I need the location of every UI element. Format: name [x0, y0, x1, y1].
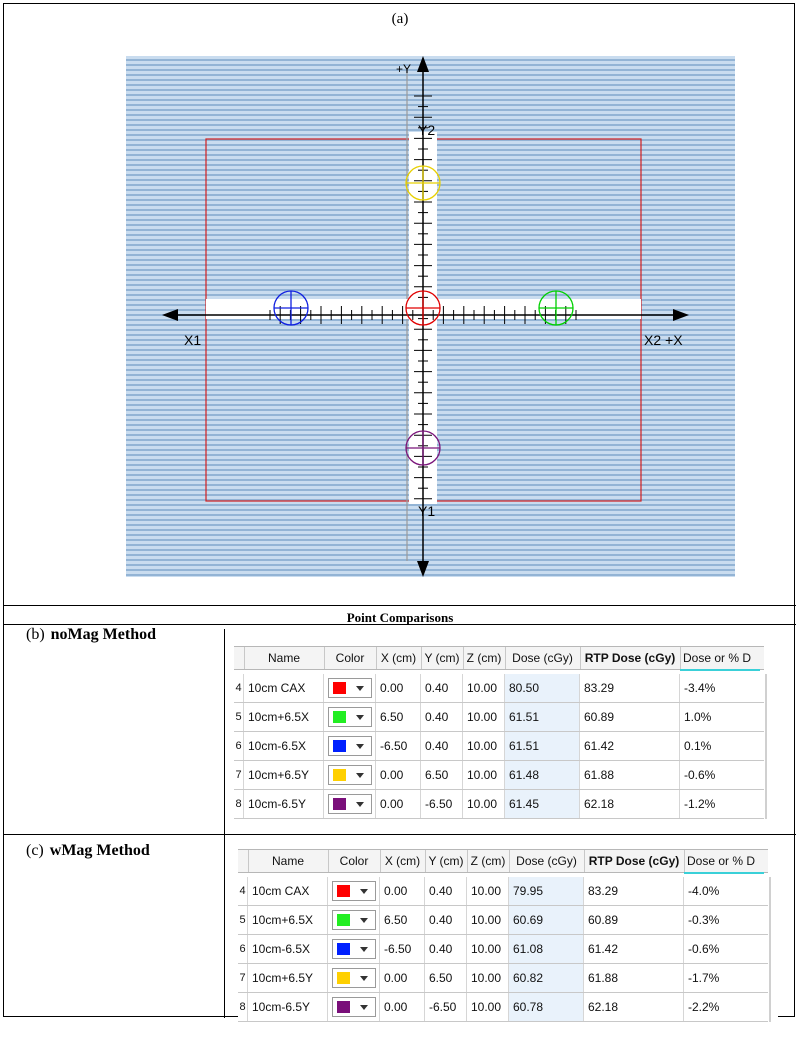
chevron-down-icon[interactable] — [356, 773, 364, 778]
plus-y-label: +Y — [396, 62, 412, 76]
y2-label: Y2 — [418, 122, 436, 138]
rtp-dose-cgy: 61.42 — [580, 732, 680, 760]
color-picker-cell[interactable] — [324, 790, 376, 818]
x2-plus-x-label: X2 +X — [644, 332, 683, 348]
grid-header — [234, 646, 764, 670]
color-picker-cell[interactable] — [324, 674, 376, 702]
dose-diff: -4.0% — [688, 884, 720, 898]
color-swatch — [333, 711, 346, 723]
point-name: 10cm CAX — [244, 674, 324, 702]
column-header[interactable]: X (cm) — [376, 647, 422, 669]
y-cm: -6.50 — [421, 790, 463, 818]
z-cm: 10.00 — [463, 674, 505, 702]
color-dropdown[interactable] — [332, 939, 376, 959]
method-name: wMag Method — [49, 842, 150, 859]
dose-diff: 1.0% — [684, 710, 712, 724]
column-header[interactable]: Name — [244, 647, 325, 669]
x-cm: 6.50 — [376, 703, 421, 731]
arrow-up-icon — [417, 56, 429, 72]
color-picker-cell[interactable] — [328, 964, 380, 992]
chevron-down-icon[interactable] — [360, 947, 368, 952]
x-cm: -6.50 — [380, 935, 425, 963]
color-swatch — [333, 682, 346, 694]
chevron-down-icon[interactable] — [356, 715, 364, 720]
dose-cgy: 61.48 — [505, 761, 580, 789]
color-picker-cell[interactable] — [324, 703, 376, 731]
color-dropdown[interactable] — [328, 707, 372, 727]
dose-diff: -0.6% — [684, 768, 716, 782]
y-cm: 0.40 — [425, 935, 467, 963]
point-comparison-grid-wmag — [238, 849, 778, 1019]
color-picker-cell[interactable] — [328, 906, 380, 934]
row-index: 7 — [238, 964, 248, 992]
column-header[interactable]: Y (cm) — [425, 850, 468, 872]
rtp-dose-cgy: 60.89 — [580, 703, 680, 731]
x-cm: 0.00 — [380, 964, 425, 992]
table-row[interactable] — [238, 877, 768, 906]
grid-header — [238, 849, 768, 873]
dose-diff: -0.6% — [688, 942, 720, 956]
column-header[interactable]: Dose or % D — [687, 854, 756, 868]
rtp-dose-cgy: 62.18 — [584, 993, 684, 1021]
dose-cgy: 61.51 — [505, 703, 580, 731]
z-cm: 10.00 — [463, 732, 505, 760]
dose-diff: -3.4% — [684, 681, 716, 695]
row-index: 6 — [234, 732, 244, 760]
chevron-down-icon[interactable] — [360, 976, 368, 981]
color-dropdown[interactable] — [332, 881, 376, 901]
column-divider — [224, 629, 225, 1018]
y-cm: 0.40 — [421, 732, 463, 760]
x-cm: 0.00 — [376, 761, 421, 789]
column-header[interactable]: RTP Dose (cGy) — [580, 647, 681, 669]
rtp-dose-cgy: 62.18 — [580, 790, 680, 818]
y-cm: 6.50 — [425, 964, 467, 992]
row-index: 6 — [238, 935, 248, 963]
y-cm: 0.40 — [425, 906, 467, 934]
y-cm: 6.50 — [421, 761, 463, 789]
table-row[interactable] — [234, 732, 764, 761]
z-cm: 10.00 — [467, 993, 509, 1021]
column-header[interactable]: Y (cm) — [421, 647, 464, 669]
chevron-down-icon[interactable] — [356, 802, 364, 807]
point-name: 10cm-6.5X — [244, 732, 324, 760]
arrow-down-icon — [417, 561, 429, 577]
table-row[interactable] — [238, 964, 768, 993]
color-dropdown[interactable] — [328, 736, 372, 756]
x-cm: 0.00 — [376, 674, 421, 702]
arrow-right-icon — [673, 309, 689, 321]
row-index: 5 — [234, 703, 244, 731]
point-name: 10cm+6.5X — [244, 703, 324, 731]
row-index: 5 — [238, 906, 248, 934]
column-header[interactable]: Z (cm) — [467, 850, 510, 872]
row-index: 8 — [238, 993, 248, 1021]
color-dropdown[interactable] — [332, 997, 376, 1017]
column-header[interactable]: X (cm) — [380, 850, 426, 872]
dose-diff: -0.3% — [688, 913, 720, 927]
table-row[interactable] — [238, 935, 768, 964]
dose-cgy: 80.50 — [505, 674, 580, 702]
method-prefix: (b) — [26, 626, 45, 643]
method-prefix: (c) — [26, 842, 44, 859]
y-cm: 0.40 — [425, 877, 467, 905]
z-cm: 10.00 — [463, 761, 505, 789]
dose-diff: -2.2% — [688, 1000, 720, 1014]
dose-diff: -1.7% — [688, 971, 720, 985]
rtp-dose-cgy: 61.88 — [580, 761, 680, 789]
table-row[interactable] — [234, 703, 764, 732]
table-row[interactable] — [238, 906, 768, 935]
x-cm: 0.00 — [376, 790, 421, 818]
point-name: 10cm+6.5X — [248, 906, 328, 934]
chevron-down-icon[interactable] — [356, 744, 364, 749]
color-dropdown[interactable] — [328, 794, 372, 814]
color-picker-cell[interactable] — [328, 877, 380, 905]
color-dropdown[interactable] — [332, 968, 376, 988]
selection-indicator — [684, 872, 764, 874]
rtp-dose-cgy: 61.42 — [584, 935, 684, 963]
method-label-nomag — [26, 626, 156, 644]
figure-frame — [3, 3, 795, 1017]
point-name: 10cm-6.5X — [248, 935, 328, 963]
x-cm: -6.50 — [376, 732, 421, 760]
color-dropdown[interactable] — [332, 910, 376, 930]
z-cm: 10.00 — [467, 964, 509, 992]
row-index: 7 — [234, 761, 244, 789]
y-cm: 0.40 — [421, 703, 463, 731]
color-dropdown[interactable] — [328, 765, 372, 785]
point-name: 10cm-6.5Y — [244, 790, 324, 818]
point-name: 10cm+6.5Y — [248, 964, 328, 992]
grid-scrollbar[interactable] — [769, 877, 771, 1022]
section-title: Point Comparisons — [346, 610, 454, 625]
table-row[interactable] — [238, 993, 768, 1022]
color-swatch — [337, 972, 350, 984]
rtp-dose-cgy: 83.29 — [580, 674, 680, 702]
column-header[interactable]: Name — [248, 850, 329, 872]
table-row[interactable] — [234, 761, 764, 790]
column-header[interactable]: RTP Dose (cGy) — [584, 850, 685, 872]
dose-cgy: 61.08 — [509, 935, 584, 963]
divider-line — [4, 834, 796, 835]
dose-cgy: 60.78 — [509, 993, 584, 1021]
table-row[interactable] — [234, 790, 764, 819]
color-swatch — [333, 740, 346, 752]
z-cm: 10.00 — [467, 935, 509, 963]
color-swatch — [333, 769, 346, 781]
point-comparison-grid-nomag — [234, 646, 774, 816]
row-index: 4 — [234, 674, 244, 702]
divider-line — [4, 605, 796, 606]
column-header[interactable]: Color — [324, 647, 377, 669]
divider-line — [4, 624, 796, 625]
point-name: 10cm+6.5Y — [244, 761, 324, 789]
method-label-wmag — [26, 842, 150, 860]
arrow-left-icon — [162, 309, 178, 321]
dose-diff: 0.1% — [684, 739, 712, 753]
color-picker-cell[interactable] — [324, 732, 376, 760]
dose-diff: -1.2% — [684, 797, 716, 811]
z-cm: 10.00 — [467, 906, 509, 934]
point-name: 10cm CAX — [248, 877, 328, 905]
row-index: 4 — [238, 877, 248, 905]
y-cm: -6.50 — [425, 993, 467, 1021]
x-cm: 6.50 — [380, 906, 425, 934]
rtp-dose-cgy: 61.88 — [584, 964, 684, 992]
x1-label: X1 — [184, 332, 202, 348]
x-cm: 0.00 — [380, 993, 425, 1021]
panel-a-label: (a) — [391, 11, 409, 27]
color-picker-cell[interactable] — [328, 935, 380, 963]
z-cm: 10.00 — [463, 703, 505, 731]
column-header[interactable]: Dose or % D — [683, 651, 752, 665]
color-swatch — [337, 885, 350, 897]
color-picker-cell[interactable] — [324, 761, 376, 789]
color-swatch — [337, 1001, 350, 1013]
y1-label: Y1 — [418, 503, 436, 519]
dose-cgy: 60.69 — [509, 906, 584, 934]
grid-scrollbar[interactable] — [765, 674, 767, 819]
chevron-down-icon[interactable] — [360, 1005, 368, 1010]
z-cm: 10.00 — [463, 790, 505, 818]
color-picker-cell[interactable] — [328, 993, 380, 1021]
color-dropdown[interactable] — [328, 678, 372, 698]
dose-cgy: 61.51 — [505, 732, 580, 760]
row-index: 8 — [234, 790, 244, 818]
rtp-dose-cgy: 83.29 — [584, 877, 684, 905]
chevron-down-icon[interactable] — [356, 686, 364, 691]
method-name: noMag Method — [50, 626, 156, 643]
color-swatch — [337, 914, 350, 926]
dose-cgy: 79.95 — [509, 877, 584, 905]
x-cm: 0.00 — [380, 877, 425, 905]
dose-cgy: 61.45 — [505, 790, 580, 818]
column-header[interactable]: Dose (cGy) — [509, 850, 585, 872]
chevron-down-icon[interactable] — [360, 889, 368, 894]
chevron-down-icon[interactable] — [360, 918, 368, 923]
point-name: 10cm-6.5Y — [248, 993, 328, 1021]
y-cm: 0.40 — [421, 674, 463, 702]
color-swatch — [337, 943, 350, 955]
color-swatch — [333, 798, 346, 810]
z-cm: 10.00 — [467, 877, 509, 905]
rtp-dose-cgy: 60.89 — [584, 906, 684, 934]
table-row[interactable] — [234, 674, 764, 703]
column-header[interactable]: Z (cm) — [463, 647, 506, 669]
column-header[interactable]: Dose (cGy) — [505, 647, 581, 669]
selection-indicator — [680, 669, 760, 671]
column-header[interactable]: Color — [328, 850, 381, 872]
beams-eye-view-plot — [126, 56, 735, 577]
dose-cgy: 60.82 — [509, 964, 584, 992]
